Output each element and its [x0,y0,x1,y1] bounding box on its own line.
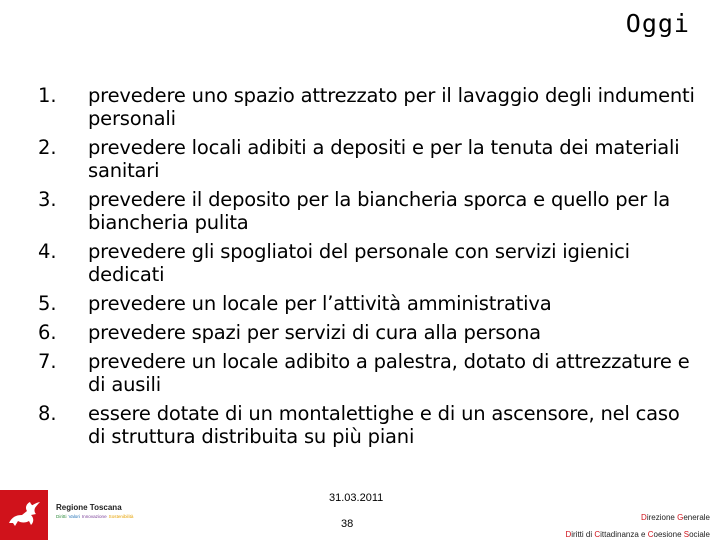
requirements-list [38,84,698,454]
list-item [38,240,698,286]
list-item-text: prevedere il deposito per la biancheria sporca e quello per la biancheria pulita [88,188,671,234]
list-item-text: prevedere un locale per l’attività amministrativa [88,292,552,315]
department-initial: C [647,530,654,539]
department-text: enerale [683,513,710,522]
department-line-1 [565,509,710,526]
list-item-number: 8. [38,402,57,425]
list-item-text: prevedere uno spazio attrezzato per il lavaggio degli indumenti personali [88,84,695,130]
regione-toscana-logo-icon [0,490,48,540]
list-item-number: 5. [38,292,57,315]
list-item-number: 1. [38,84,57,107]
list-item-text: prevedere gli spogliatoi del personale con servizi igienici dedicati [88,240,630,286]
footer-date: 31.03.2011 [329,492,384,504]
department-initial: C [594,530,601,539]
organization-name: Regione Toscana [56,503,122,512]
tagline-word: Valori [68,514,80,519]
department-initial: D [641,513,647,522]
department-initial: D [565,530,572,539]
list-item [38,402,698,448]
list-item [38,84,698,130]
list-item [38,292,698,315]
organization-block [56,503,135,521]
department-initial: G [677,513,684,522]
department-text: oesione [653,530,684,539]
slide-title: Oggi [625,9,690,38]
department-block [565,509,710,543]
list-item [38,188,698,234]
list-item [38,350,698,396]
department-line-2 [565,526,710,543]
list-item-number: 4. [38,240,57,263]
list-item-text: prevedere locali adibiti a depositi e per la tenuta dei materiali sanitari [88,136,680,182]
list-item-text: prevedere un locale adibito a palestra, dotato di attrezzature e di ausili [88,350,690,396]
tagline-word: Diritti [56,514,67,519]
list-item-text: essere dotate di un montalettighe e di un ascensore, nel caso di struttura distribuita su più piani [88,402,680,448]
list-item-number: 2. [38,136,57,159]
list-item-text: prevedere spazi per servizi di cura alla persona [88,321,541,344]
department-text: irezione [646,513,678,522]
department-initial: S [683,530,690,539]
organization-tagline [56,513,135,521]
list-item [38,321,698,344]
list-item-number: 7. [38,350,57,373]
department-text: ittadinanza e [600,530,648,539]
list-item-number: 6. [38,321,57,344]
department-text: ociale [689,530,710,539]
list-item-number: 3. [38,188,57,211]
department-text: iritti di [571,530,595,539]
list-item [38,136,698,182]
page-number: 38 [341,518,354,530]
tagline-word: Innovazione [81,514,107,519]
tagline-word: Sostenibilità [108,514,134,519]
